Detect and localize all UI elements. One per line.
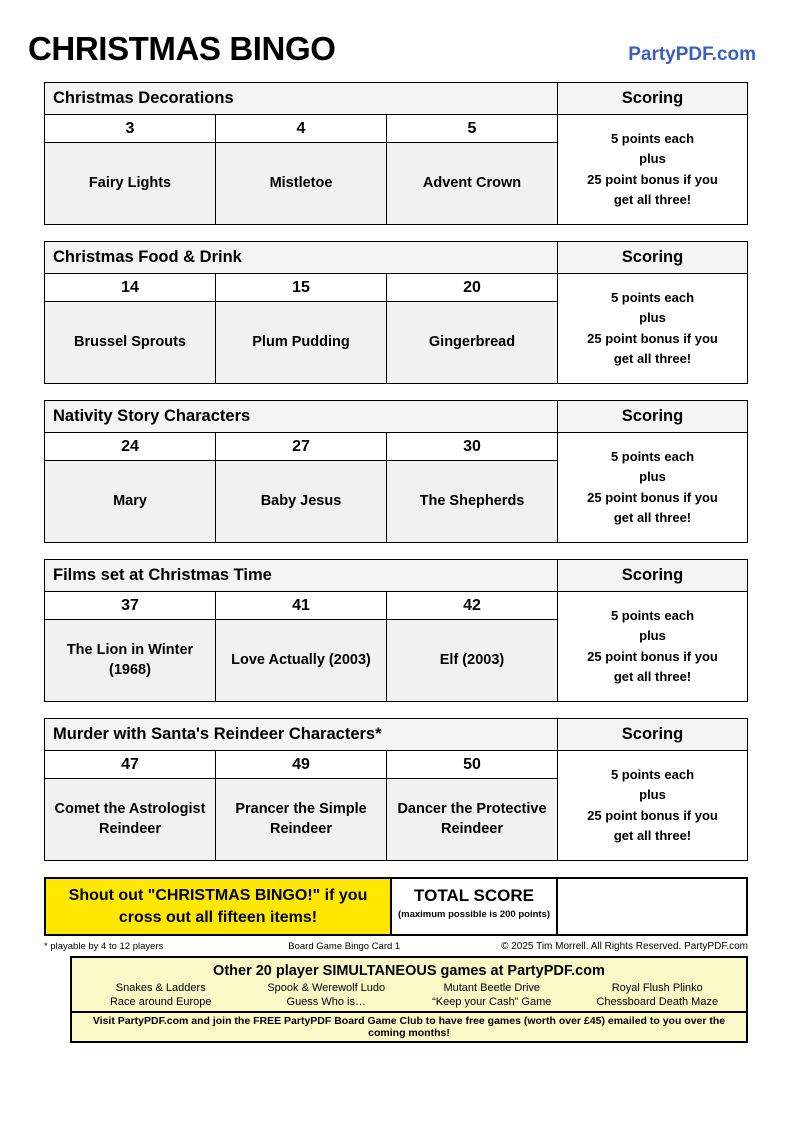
item-number: 20 <box>387 274 558 302</box>
scoring-line-2: plus <box>639 310 666 326</box>
shout-line-1: Shout out "CHRISTMAS BINGO!" if you <box>68 887 368 904</box>
item-number: 15 <box>216 274 387 302</box>
copyright-note: © 2025 Tim Morrell. All Rights Reserved. PartyPDF.com <box>501 941 748 953</box>
bingo-item[interactable]: Gingerbread <box>387 302 558 384</box>
bingo-sections <box>0 68 800 861</box>
bingo-section <box>44 559 748 702</box>
bingo-item[interactable]: Elf (2003) <box>387 620 558 702</box>
scoring-line-3: 25 point bonus if you <box>587 489 718 505</box>
item-number: 47 <box>45 751 216 779</box>
promo-game[interactable]: Guess Who is… <box>286 996 366 1009</box>
bingo-section <box>44 718 748 861</box>
scoring-text <box>558 433 748 543</box>
item-number: 27 <box>216 433 387 461</box>
item-number: 3 <box>45 115 216 143</box>
scoring-line-1: 5 points each <box>610 767 695 783</box>
promo-box <box>70 956 748 1043</box>
scoring-line-4: get all three! <box>613 668 692 684</box>
scoring-line-4: get all three! <box>613 350 692 366</box>
item-number: 14 <box>45 274 216 302</box>
total-score-label: TOTAL SCORE <box>414 886 534 905</box>
brand-link[interactable]: PartyPDF.com <box>628 44 756 65</box>
scoring-line-4: get all three! <box>613 191 692 207</box>
scoring-line-1: 5 points each <box>610 608 695 624</box>
category-header: Murder with Santa's Reindeer Characters* <box>45 719 558 751</box>
item-number: 42 <box>387 592 558 620</box>
promo-game[interactable]: Spook & Werewolf Ludo <box>267 982 386 995</box>
bingo-item[interactable]: Prancer the Simple Reindeer <box>216 779 387 861</box>
category-header: Nativity Story Characters <box>45 401 558 433</box>
card-id: Board Game Bingo Card 1 <box>288 941 401 953</box>
bingo-item[interactable]: Plum Pudding <box>216 302 387 384</box>
page-title: CHRISTMAS BINGO <box>28 30 336 67</box>
total-score-label-box <box>392 877 558 936</box>
category-header: Films set at Christmas Time <box>45 560 558 592</box>
scoring-text <box>558 751 748 861</box>
bingo-item[interactable]: Advent Crown <box>387 143 558 225</box>
bingo-item[interactable]: Mary <box>45 461 216 543</box>
bingo-section <box>44 400 748 543</box>
scoring-line-2: plus <box>639 628 666 644</box>
bingo-item[interactable]: Baby Jesus <box>216 461 387 543</box>
scoring-line-3: 25 point bonus if you <box>587 330 718 346</box>
bingo-section <box>44 82 748 225</box>
scoring-line-1: 5 points each <box>610 449 695 465</box>
scoring-header: Scoring <box>558 242 748 274</box>
bingo-item[interactable]: Fairy Lights <box>45 143 216 225</box>
bingo-item[interactable]: Love Actually (2003) <box>216 620 387 702</box>
category-header: Christmas Food & Drink <box>45 242 558 274</box>
scoring-line-4: get all three! <box>613 509 692 525</box>
scoring-text <box>558 274 748 384</box>
promo-footer[interactable]: Visit PartyPDF.com and join the FREE PartyPDF Board Game Club to have free games (worth over £45) emailed to you over the coming months! <box>72 1011 746 1041</box>
promo-game[interactable]: “Keep your Cash” Game <box>432 996 552 1009</box>
category-header: Christmas Decorations <box>45 83 558 115</box>
item-number: 4 <box>216 115 387 143</box>
item-number: 24 <box>45 433 216 461</box>
scoring-line-1: 5 points each <box>610 290 695 306</box>
scoring-header: Scoring <box>558 83 748 115</box>
scoring-line-2: plus <box>639 151 666 167</box>
bingo-item[interactable]: The Shepherds <box>387 461 558 543</box>
promo-game[interactable]: Mutant Beetle Drive <box>443 982 541 995</box>
scoring-line-3: 25 point bonus if you <box>587 648 718 664</box>
item-number: 5 <box>387 115 558 143</box>
scoring-line-2: plus <box>639 469 666 485</box>
scoring-header: Scoring <box>558 719 748 751</box>
bingo-item[interactable]: Brussel Sprouts <box>45 302 216 384</box>
shout-line-2: cross out all fifteen items! <box>118 908 318 926</box>
scoring-line-2: plus <box>639 787 666 803</box>
promo-game[interactable]: Race around Europe <box>109 996 212 1009</box>
bingo-section <box>44 241 748 384</box>
promo-game[interactable]: Chessboard Death Maze <box>596 996 719 1009</box>
scoring-line-3: 25 point bonus if you <box>587 807 718 823</box>
bingo-item[interactable]: Dancer the Protective Reindeer <box>387 779 558 861</box>
total-score-sublabel: (maximum possible is 200 points) <box>397 909 551 920</box>
scoring-line-4: get all three! <box>613 827 692 843</box>
total-score-row <box>0 877 800 936</box>
scoring-text <box>558 115 748 225</box>
fineprint-row <box>0 936 800 952</box>
bingo-item[interactable]: Mistletoe <box>216 143 387 225</box>
bingo-item[interactable]: The Lion in Winter (1968) <box>45 620 216 702</box>
bingo-item[interactable]: Comet the Astrologist Reindeer <box>45 779 216 861</box>
item-number: 49 <box>216 751 387 779</box>
page-header <box>0 0 800 68</box>
scoring-line-1: 5 points each <box>610 131 695 147</box>
promo-game[interactable]: Snakes & Ladders <box>115 982 206 995</box>
scoring-text <box>558 592 748 702</box>
item-number: 50 <box>387 751 558 779</box>
scoring-header: Scoring <box>558 560 748 592</box>
shout-banner <box>44 877 392 936</box>
promo-game[interactable]: Royal Flush Plinko <box>611 982 703 995</box>
players-note: * playable by 4 to 12 players <box>44 941 164 953</box>
item-number: 30 <box>387 433 558 461</box>
item-number: 37 <box>45 592 216 620</box>
total-score-input[interactable] <box>558 877 748 936</box>
promo-title: Other 20 player SIMULTANEOUS games at PartyPDF.com <box>213 963 605 980</box>
item-number: 41 <box>216 592 387 620</box>
scoring-header: Scoring <box>558 401 748 433</box>
promo-game-list <box>72 982 746 1011</box>
scoring-line-3: 25 point bonus if you <box>587 171 718 187</box>
